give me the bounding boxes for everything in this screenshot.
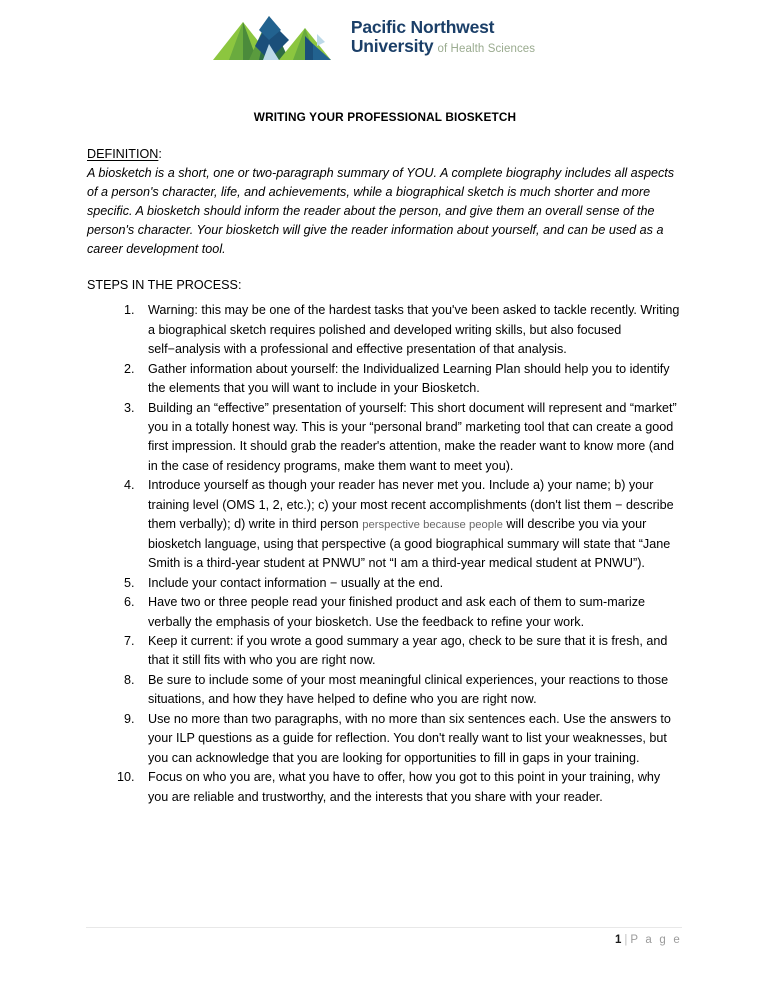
list-item: 6. Have two or three people read your finished product and ask each of them to sum-marize verbally the emphasis of your biosketch. Use the feedback to refine your work. (138, 593, 683, 632)
definition-heading-label: DEFINITION (87, 147, 159, 161)
list-item: 9. Use no more than two paragraphs, with no more than six sentences each. Use the answers to your ILP questions as a guide for reflection. You don't really want to list your weaknesses, but you can acknowledge that you are looking for opportunities to fill in gaps in your training. (138, 710, 683, 768)
footer-separator: | (624, 934, 628, 946)
footer-page-indicator (86, 934, 682, 946)
list-item: 2. Gather information about yourself: the Individualized Learning Plan should help you to identify the elements that you will want to include in your Biosketch. (138, 360, 683, 399)
definition-heading (87, 146, 683, 163)
list-item: 7. Keep it current: if you wrote a good summary a year ago, check to be sure that it is fresh, and that it still fits with who you are right now. (138, 632, 683, 671)
definition-paragraph: A biosketch is a short, one or two-paragraph summary of YOU. A complete biography includes all aspects of a person's character, life, and achievements, while a biographical sketch is much shorter and more specific. A biosketch should inform the reader about the person, and give them an overall sense of the person's character. Your biosketch will give the reader information about yourself, and can be used as a career development tool. (87, 165, 675, 257)
steps-heading-colon: : (237, 278, 242, 293)
list-item-inline-emphasis: perspective because people (362, 519, 503, 532)
list-item: 10. Focus on who you are, what you have to offer, how you got to this point in your training, why you are reliable and trustworthy, and the interests that you share with your reader. (138, 768, 683, 807)
list-item: 3. Building an “effective” presentation of yourself: This short document will represent and “market” you in a totally honest way. This is your “personal brand” marketing tool that can create a good first impression. It should grab the reader's attention, make the reader want to know more (and in the case of residency programs, make them want to meet you). (138, 399, 683, 477)
footer-page-number: 1 (614, 934, 622, 946)
pnwu-mountains-logo-icon (213, 14, 335, 62)
list-item: 8. Be sure to include some of your most meaningful clinical experiences, your reactions to those situations, and how they have helped to define who you are right now. (138, 671, 683, 710)
list-item (138, 476, 683, 573)
logo-subtitle: of Health Sciences (437, 43, 536, 55)
definition-heading-colon: : (158, 147, 162, 161)
page-footer (86, 927, 682, 946)
list-item: 5. Include your contact information − usually at the end. (138, 574, 683, 593)
logo-line-2 (351, 38, 535, 56)
footer-page-label: P a g e (630, 934, 682, 946)
steps-heading-label: STEPS IN THE PROCESS (87, 278, 238, 293)
logo-wordmark (350, 16, 536, 58)
logo-university-word: University (350, 36, 434, 56)
footer-divider (86, 927, 682, 928)
list-item: 1. Warning: this may be one of the hardest tasks that you've been asked to tackle recently. Writing a biographical sketch requires polished and developed writing skills, but also focused self−analysis with a professional and effective presentation of that analysis. (138, 301, 683, 359)
list-item-text-part1: Introduce yourself as though your reader has never met you. Include a) your name; b) your training level (OMS 1, 2, etc.); c) your most recent accomplishments (don't list them − describe them verbally); d) write in third person (148, 478, 674, 532)
steps-list (87, 301, 683, 807)
page-title: WRITING YOUR PROFESSIONAL BIOSKETCH (253, 110, 517, 124)
list-item-text-part2: will describe you via your biosketch language, using that perspective (a good biographical summary will state that “Jane Smith is a third-year student at PNWU” not “I am a third-year medical student at PNWU”). (148, 517, 671, 571)
document-content (85, 110, 683, 807)
steps-heading (87, 278, 683, 292)
page-header (0, 0, 768, 62)
pnwu-logo-lockup (213, 14, 535, 62)
logo-line-1: Pacific Northwest (350, 16, 495, 37)
